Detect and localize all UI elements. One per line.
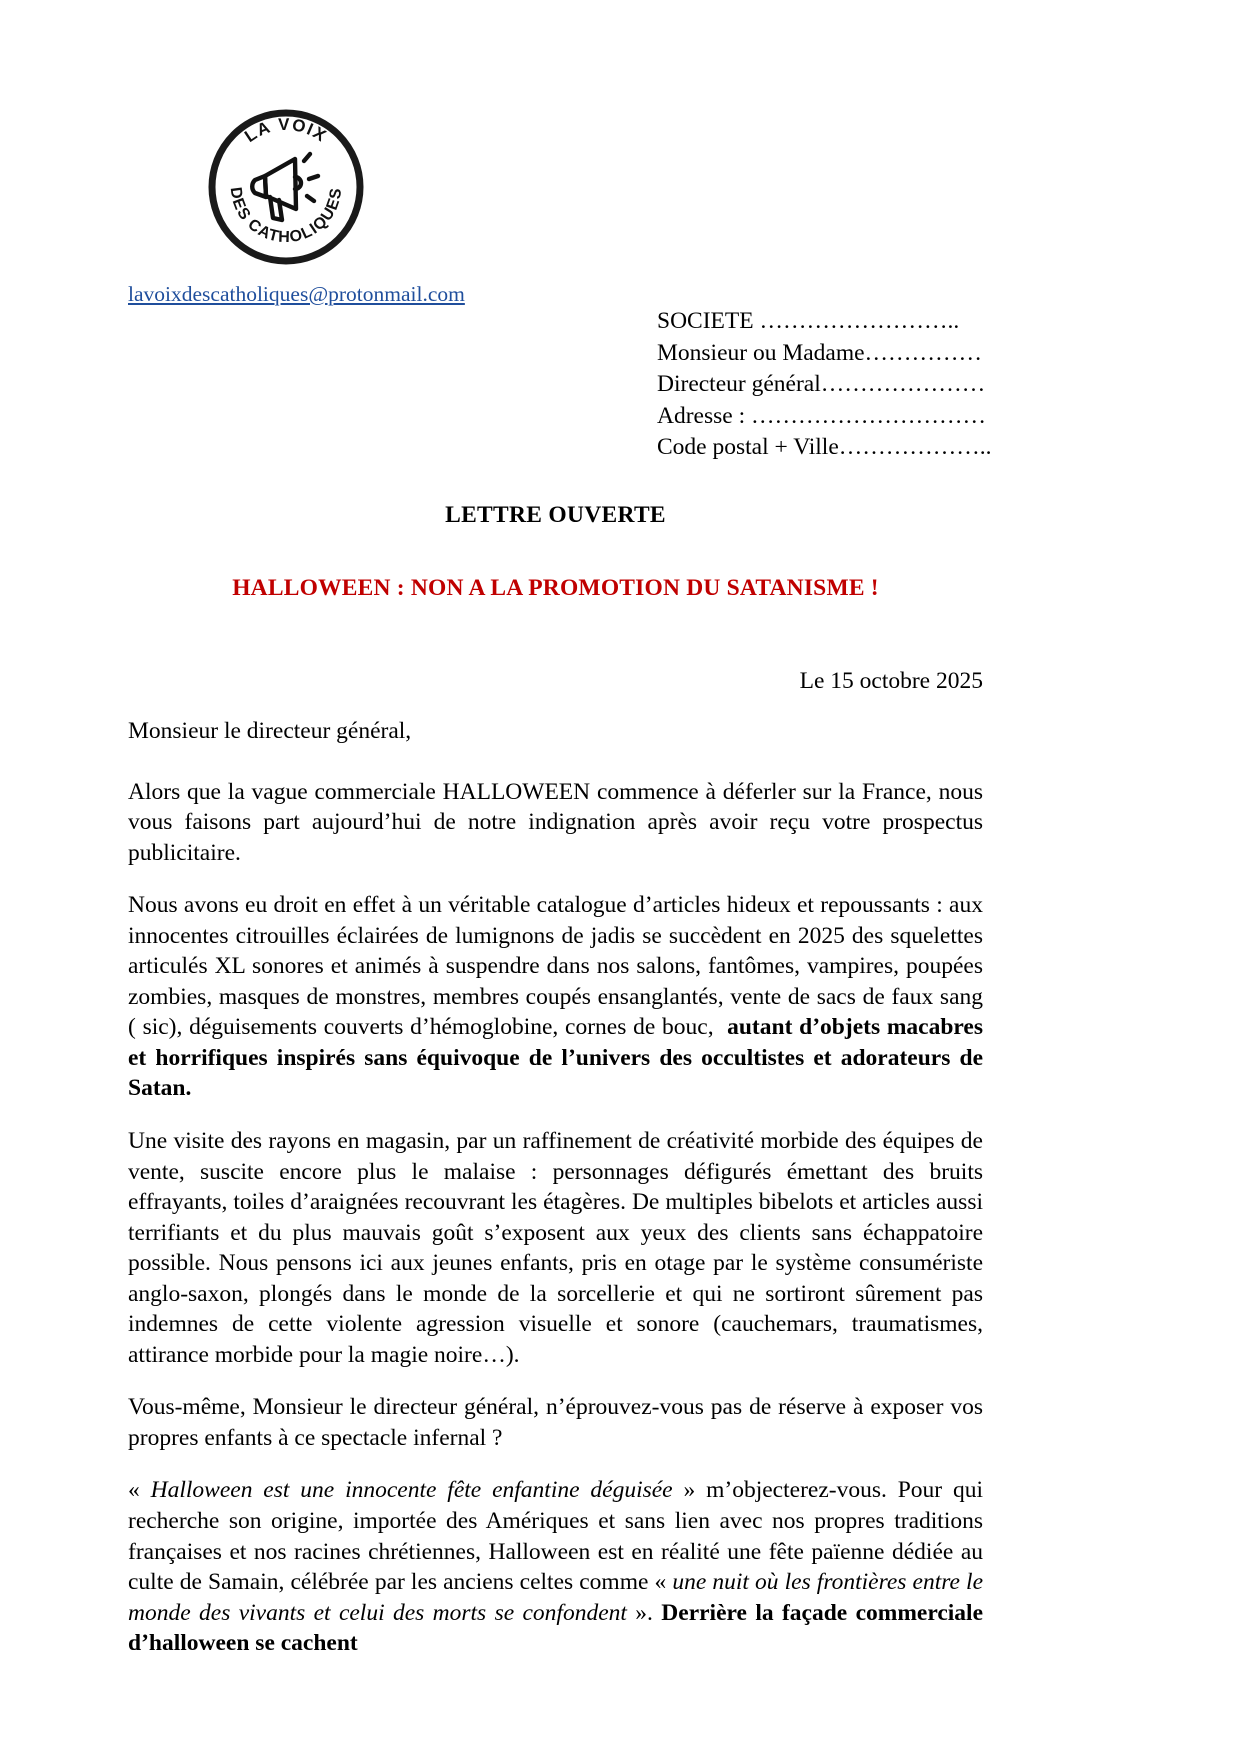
paragraph-5-italic-quote-1: Halloween est une innocente fête enfantine déguisée <box>150 1477 673 1504</box>
letter-paragraph-1: Alors que la vague commerciale HALLOWEEN commence à déferler sur la France, nous vous faisons part aujourd’hui de notre indignation après avoir reçu votre prospectus publicitaire. <box>128 778 983 866</box>
recipient-line-civilite: Monsieur ou Madame…………… <box>657 339 983 366</box>
paragraph-2-plain-run: Nous avons eu droit en effet à un véritable catalogue d’articles hideux et repoussants : aux innocentes citrouilles éclairées de lumignons de jadis se succèdent en 2025 des squelettes articulés XL sonores et animés à suspendre dans nos salons, fantômes, vampires, poupées zombies, masques de monstres, membres coupés ensanglantés, vente de sacs de faux sang ( sic), déguisements couverts d’hémoglobine, cornes de bouc, <box>128 892 983 1041</box>
paragraph-5-open-quote: « <box>128 1477 151 1504</box>
logo-top-arc-text: LA VOIX <box>241 114 331 147</box>
paragraph-5-bold-run: Derrière la façade commerciale d’halloween se cachent <box>128 1599 984 1657</box>
paragraph-2-bold-run <box>714 1014 728 1040</box>
letter-paragraph-5 <box>128 1475 983 1658</box>
paragraph-5-plain-run-2: ». <box>626 1599 662 1626</box>
recipient-line-adresse: Adresse : ………………………… <box>657 402 986 429</box>
letter-salutation: Monsieur le directeur général, <box>128 718 412 744</box>
letter-paragraph-2 <box>128 890 983 1104</box>
recipient-address-block <box>657 306 992 464</box>
letter-date: Le 15 octobre 2025 <box>799 668 983 694</box>
megaphone-icon <box>252 154 318 220</box>
svg-text:DES CATHOLIQUES <box>227 186 346 246</box>
paragraph-2-bold-text: autant d’objets macabres et horrifiques inspirés sans équivoque de l’univers des occultistes et adorateurs de Satan. <box>128 1014 983 1102</box>
page-subtitle: HALLOWEEN : NON A LA PROMOTION DU SATANISME ! <box>232 575 879 601</box>
recipient-line-ville: Code postal + Ville……………….. <box>657 434 992 461</box>
letter-paragraph-4: Vous-même, Monsieur le directeur général, n’éprouvez-vous pas de réserve à exposer vos propres enfants à ce spectacle infernal ? <box>128 1394 983 1451</box>
recipient-line-societe: SOCIETE …………………….. <box>657 308 960 334</box>
paragraph-5-italic-quote-2: une nuit où les frontières entre le monde des vivants et celui des morts se confondent <box>128 1569 983 1626</box>
letter-body <box>128 716 983 1659</box>
contact-email-link[interactable]: lavoixdescatholiques@protonmail.com <box>128 282 465 306</box>
paragraph-5-plain-run-1: » m’objecterez-vous. Pour qui recherche son origine, importée des Amériques et sans lien avec nos propres traditions françaises et nos racines chrétiennes, Halloween est en réalité une fête païenne dédiée au culte de Samain, célébrée par les anciens celtes comme « <box>128 1477 984 1596</box>
contact-email-line <box>128 281 465 308</box>
organization-logo <box>203 104 369 270</box>
recipient-line-fonction: Directeur général………………… <box>657 371 986 398</box>
page-title: LETTRE OUVERTE <box>445 502 666 528</box>
letter-paragraph-3: Une visite des rayons en magasin, par un raffinement de créativité morbide des équipes de vente, suscite encore plus le malaise : personnages défigurés émettant des bruits effrayants, toiles d’araignées recouvrant les étagères. De multiples bibelots et articles aussi terrifiants et du plus mauvais goût s’exposent aux yeux des clients sans échappatoire possible. Nous pensons ici aux jeunes enfants, pris en otage par le système consumériste anglo-saxon, plongés dans le monde de la sorcellerie et qui ne sortiront sûrement pas indemnes de cette violente agression visuelle et sonore (cauchemars, traumatismes, attirance morbide pour la magie noire…). <box>128 1128 983 1368</box>
logo-bottom-arc-text: DES CATHOLIQUES <box>226 186 346 247</box>
headings-block <box>128 502 983 602</box>
